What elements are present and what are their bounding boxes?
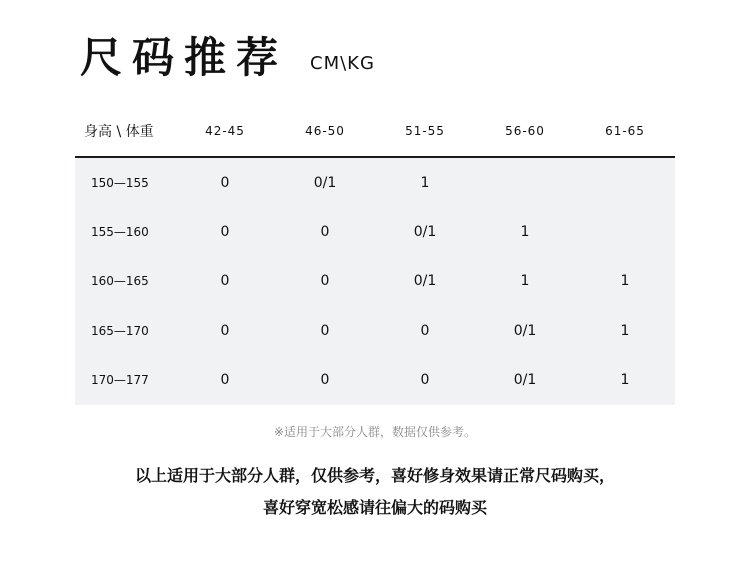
size-cell: 1 — [520, 273, 530, 290]
size-cell: 0 — [420, 322, 430, 339]
table-row — [75, 306, 675, 355]
height-range: 150—155 — [91, 175, 149, 190]
column-header: 61-65 — [605, 124, 645, 138]
size-cell: 0/1 — [313, 174, 337, 191]
table-row — [75, 207, 675, 256]
column-header: 46-50 — [305, 124, 345, 138]
table-row — [75, 356, 675, 405]
size-cell: 0/1 — [513, 372, 537, 389]
page-title: 尺码推荐 — [80, 33, 289, 82]
size-cell: 0 — [320, 273, 330, 290]
recommendation-text — [0, 460, 750, 524]
size-cell: 0 — [220, 273, 230, 290]
size-cell: 1 — [420, 174, 430, 191]
unit-label: CM\KG — [310, 53, 375, 74]
size-cell: 0 — [320, 322, 330, 339]
size-cell: 0 — [320, 224, 330, 241]
height-range: 165—170 — [91, 323, 149, 338]
table-row — [75, 158, 675, 207]
corner-label: 身高 \ 体重 — [84, 124, 154, 140]
recommendation-line: 以上适用于大部分人群，仅供参考，喜好修身效果请正常尺码购买， — [134, 466, 615, 485]
size-cell: 0 — [220, 174, 230, 191]
size-cell: 1 — [520, 224, 530, 241]
column-header: 51-55 — [405, 124, 445, 138]
size-cell: 0 — [420, 372, 430, 389]
size-cell: 0/1 — [513, 322, 537, 339]
size-cell: 1 — [620, 372, 630, 389]
size-cell: 1 — [620, 273, 630, 290]
disclaimer-note: ※适用于大部分人群，数据仅供参考。 — [273, 425, 477, 439]
table-row — [75, 257, 675, 306]
column-header: 56-60 — [505, 124, 545, 138]
size-cell: 0/1 — [413, 273, 437, 290]
height-range: 160—165 — [91, 274, 149, 289]
table-body — [75, 158, 675, 405]
recommendation-line: 喜好穿宽松感请往偏大的码购买 — [262, 498, 487, 517]
size-cell: 0 — [220, 322, 230, 339]
table-header — [75, 106, 675, 158]
size-cell: 1 — [620, 322, 630, 339]
size-cell: 0 — [220, 372, 230, 389]
size-cell: 0/1 — [413, 224, 437, 241]
size-cell: 0 — [320, 372, 330, 389]
height-range: 170—177 — [91, 373, 149, 388]
size-cell: 0 — [220, 224, 230, 241]
size-table — [75, 106, 675, 405]
column-header: 42-45 — [205, 124, 245, 138]
height-range: 155—160 — [91, 225, 149, 240]
